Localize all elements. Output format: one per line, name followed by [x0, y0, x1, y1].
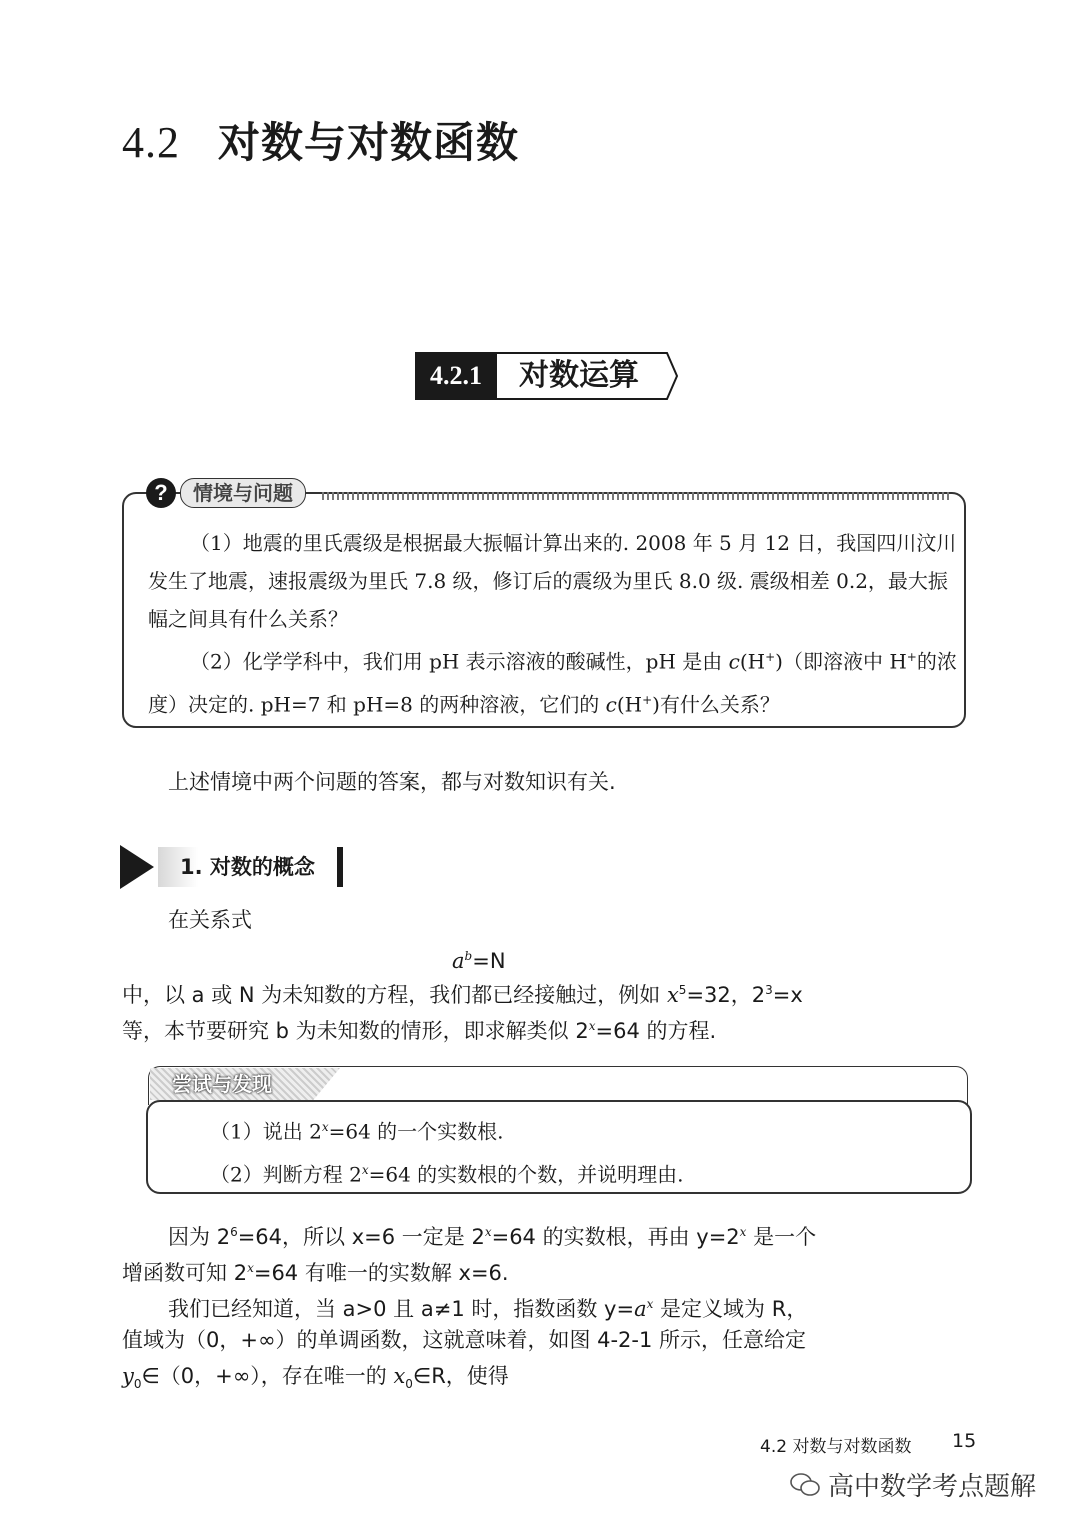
paragraph-range: 值域为（0，+∞）的单调函数，这就意味着，如图 4-2-1 所示，任意给定 — [122, 1328, 807, 1352]
paragraph-given: $y_0\in(0$，+∞），存在唯一的 $x_0\in R$，使得 — [122, 1364, 509, 1392]
paragraph-equations: 中，以 a 或 N 为未知数的方程，我们都已经接触过，例如 $x^5=32$，$2^3=x$ — [122, 983, 803, 1007]
section-number: 4.2.1 — [415, 352, 497, 400]
arrow-icon — [120, 845, 154, 889]
paragraph-root: 因为 $2^6=64$，所以 x=6 一定是 $2^x=64$ 的实数根，再由 $y=2^x$ 是一个 — [168, 1225, 817, 1249]
scene-label: 情境与问题 — [180, 478, 306, 508]
footer-section: 4.2 对数与对数函数 — [760, 1437, 912, 1457]
try-text — [210, 1108, 684, 1193]
paragraph-unique: 增函数可知 $2^x=64$ 有唯一的实数解 x=6. — [122, 1261, 509, 1285]
scene-tab — [146, 476, 306, 510]
try-question-1: （1）说出 $2^x=64$ 的一个实数根. — [210, 1119, 504, 1144]
chapter-name: 对数与对数函数 — [218, 118, 520, 167]
section-heading — [415, 352, 679, 400]
scene-divider — [322, 492, 950, 500]
scene-text — [148, 524, 958, 723]
page-number: 15 — [952, 1430, 977, 1452]
section-title: 对数运算 — [497, 352, 657, 400]
watermark — [790, 1466, 1036, 1503]
section-end-shape — [657, 352, 679, 400]
try-label: 尝试与发现 — [172, 1072, 272, 1096]
subsection-heading — [120, 845, 343, 889]
paragraph-task: 等，本节要研究 b 为未知数的情形，即求解类似 $2^x=64$ 的方程. — [122, 1019, 717, 1043]
try-question-2: （2）判断方程 $2^x=64$ 的实数根的个数，并说明理由. — [210, 1162, 684, 1187]
scene-paragraph-2: （2）化学学科中，我们用 pH 表示溶液的酸碱性，pH 是由 c(H+)（即溶液中 H+的浓度）决定的. pH=7 和 pH=8 的两种溶液，它们的 c(H+)有什么关系？ — [148, 649, 957, 717]
chat-bubble-icon — [790, 1472, 820, 1498]
question-icon: ? — [146, 478, 176, 508]
formula: $a^b=N$ — [452, 949, 506, 973]
paragraph-exponential: 我们已经知道，当 a>0 且 a≠1 时，指数函数 $y=a^x$ 是定义域为 R， — [168, 1297, 808, 1321]
paragraph-relation: 在关系式 — [168, 908, 252, 932]
intro-text: 上述情境中两个问题的答案，都与对数知识有关. — [168, 770, 616, 794]
subsection-title: 1. 对数的概念 — [158, 847, 343, 887]
chapter-number: 4.2 — [122, 118, 180, 167]
chapter-title — [122, 110, 519, 170]
watermark-text: 高中数学考点题解 — [828, 1472, 1037, 1502]
scene-paragraph-1: （1）地震的里氏震级是根据最大振幅计算出来的. 2008 年 5 月 12 日，我国四川汶川发生了地震，速报震级为里氏 7.8 级，修订后的震级为里氏 8.0 级. 震级相差 0.2，最大振幅之间具有什么关系？ — [148, 531, 957, 631]
